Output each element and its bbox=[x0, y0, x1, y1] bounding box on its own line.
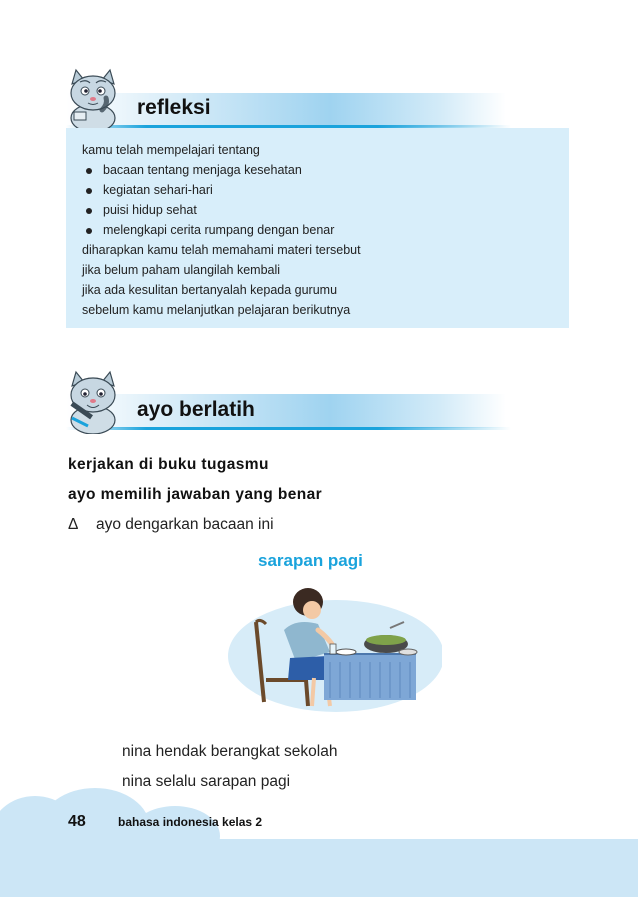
instruction-2: ayo memilih jawaban yang benar bbox=[68, 486, 323, 503]
reflection-intro: kamu telah mempelajari tentang bbox=[82, 143, 260, 157]
refleksi-header-band bbox=[66, 93, 506, 127]
reflection-line-1: diharapkan kamu telah memahami materi tersebut bbox=[82, 243, 361, 257]
instruction-1: kerjakan di buku tugasmu bbox=[68, 456, 269, 473]
girl-breakfast-illustration bbox=[226, 582, 442, 712]
delta-symbol: Δ bbox=[68, 516, 79, 533]
bullet-dot-icon bbox=[86, 188, 92, 194]
cat-mascot-thinking-icon bbox=[62, 66, 124, 132]
footer-band bbox=[0, 839, 638, 897]
bullet-dot-icon bbox=[86, 228, 92, 234]
reflection-bullet-1: bacaan tentang menjaga kesehatan bbox=[103, 163, 302, 177]
bullet-dot-icon bbox=[86, 208, 92, 214]
reflection-bullet-3: puisi hidup sehat bbox=[103, 203, 197, 217]
page-number: 48 bbox=[68, 813, 86, 830]
reflection-line-2: jika belum paham ulangilah kembali bbox=[82, 263, 281, 277]
story-title: sarapan pagi bbox=[258, 551, 363, 570]
reflection-line-4: sebelum kamu melanjutkan pelajaran berikutnya bbox=[82, 303, 351, 317]
reflection-box bbox=[66, 128, 569, 328]
bullet-dot-icon bbox=[86, 168, 92, 174]
exercise-title: ayo berlatih bbox=[137, 398, 255, 421]
exercise-header-band bbox=[66, 394, 506, 428]
story-line-1: nina hendak berangkat sekolah bbox=[122, 743, 338, 760]
listen-instruction: ayo dengarkan bacaan ini bbox=[96, 516, 274, 533]
story-line-2: nina selalu sarapan pagi bbox=[122, 773, 291, 790]
exercise-header-underline bbox=[66, 427, 511, 430]
refleksi-title: refleksi bbox=[137, 96, 211, 119]
reflection-line-3: jika ada kesulitan bertanyalah kepada gurumu bbox=[82, 283, 338, 297]
cat-mascot-writing-icon bbox=[62, 368, 124, 434]
reflection-bullet-4: melengkapi cerita rumpang dengan benar bbox=[103, 223, 335, 237]
reflection-bullet-2: kegiatan sehari-hari bbox=[103, 183, 213, 197]
book-title: bahasa indonesia kelas 2 bbox=[118, 815, 263, 829]
